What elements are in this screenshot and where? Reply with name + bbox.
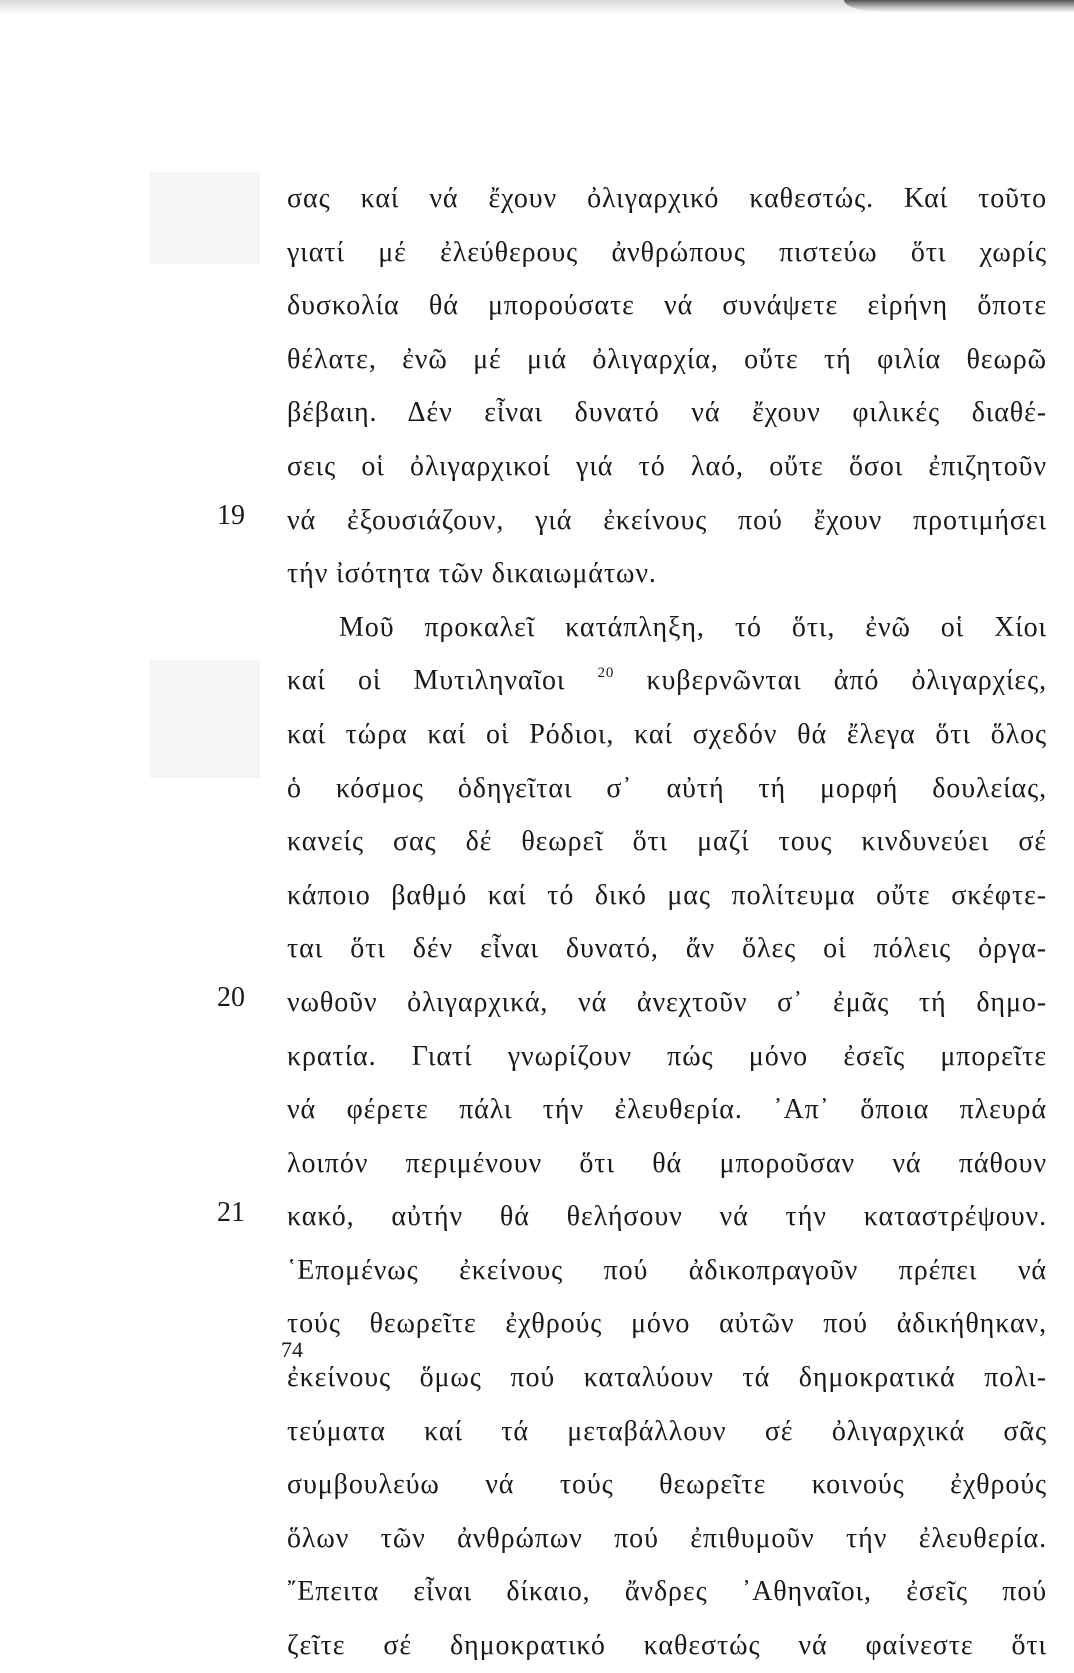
text-line: κρατία. Γιατί γνωρίζουν πώς μόνο ἐσεῖς μπορεῖτε: [287, 1040, 1047, 1072]
section-number-21: 21: [217, 1196, 245, 1228]
body-text: [287, 172, 1047, 1673]
text-line: νά ἐξουσιάζουν, γιά ἐκείνους πού ἔχουν προτιμήσει: [287, 504, 1047, 536]
text-line: ζεῖτε σέ δημοκρατικό καθεστώς νά φαίνεστε ὅτι: [287, 1630, 1047, 1662]
text-line: σας καί νά ἔχουν ὀλιγαρχικό καθεστώς. Καί τοῦτο: [287, 183, 1047, 214]
section-number-19: 19: [217, 499, 245, 531]
text-line: γιατί μέ ἐλεύθερους ἀνθρώπους πιστεύω ὅτι χωρίς: [287, 236, 1047, 268]
section-number-20: 20: [217, 982, 245, 1014]
bleed-through-mark: [150, 172, 260, 264]
text-line: κάποιο βαθμό καί τό δικό μας πολίτευμα οὔτε σκέφτε-: [287, 879, 1047, 911]
text-line: βέβαιη. Δέν εἶναι δυνατό νά ἔχουν φιλικές διαθέ-: [287, 397, 1047, 429]
text-line: σεις οἱ ὀλιγαρχικοί γιά τό λαό, οὔτε ὅσοι ἐπιζητοῦν: [287, 450, 1047, 482]
text-line: ῎Επειτα εἶναι δίκαιο, ἄνδρες ᾿Αθηναῖοι, ἐσεῖς πού: [287, 1576, 1047, 1608]
text-line: ἐκείνους ὅμως πού καταλύουν τά δημοκρατικά πολι-: [287, 1362, 1047, 1394]
text-line: συμβουλεύω νά τούς θεωρεῖτε κοινούς ἐχθρούς: [287, 1469, 1047, 1501]
text-line: τεύματα καί τά μεταβάλλουν σέ ὀλιγαρχικά σᾶς: [287, 1415, 1047, 1447]
text-line-segment: καί οἱ Μυτιληναῖοι: [287, 665, 566, 697]
text-line: τήν ἰσότητα τῶν δικαιωμάτων.: [287, 558, 657, 590]
text-line-segment: κυβερνῶνται ἀπό ὀλιγαρχίες,: [614, 665, 1047, 697]
text-line: ῾Επομένως ἐκείνους πού ἀδικοπραγοῦν πρέπει νά: [287, 1254, 1047, 1286]
text-line: τούς θεωρεῖτε ἐχθρούς μόνο αὐτῶν πού ἀδικήθηκαν,: [287, 1308, 1047, 1340]
text-line-with-footnote: [287, 654, 1047, 708]
text-line: Μοῦ προκαλεῖ κατάπληξη, τό ὅτι, ἐνῶ οἱ Χίοι: [339, 611, 1047, 643]
page-number: 74: [281, 1337, 303, 1362]
text-line: καί τώρα καί οἱ Ρόδιοι, καί σχεδόν θά ἔλεγα ὅτι ὅλος: [287, 718, 1047, 750]
scan-page-curl-shadow: [844, 0, 1074, 12]
text-line: λοιπόν περιμένουν ὅτι θά μποροῦσαν νά πάθουν: [287, 1147, 1047, 1179]
text-line: ται ὅτι δέν εἶναι δυνατό, ἄν ὅλες οἱ πόλεις ὀργα-: [287, 933, 1047, 965]
text-line: κακό, αὐτήν θά θελήσουν νά τήν καταστρέψουν.: [287, 1201, 1047, 1233]
text-line: ὅλων τῶν ἀνθρώπων πού ἐπιθυμοῦν τήν ἐλευθερία.: [287, 1522, 1047, 1554]
text-line: κανείς σας δέ θεωρεῖ ὅτι μαζί τους κινδυνεύει σέ: [287, 826, 1047, 858]
text-line: ὁ κόσμος ὁδηγεῖται σ᾽ αὐτή τή μορφή δουλείας,: [287, 772, 1047, 804]
text-line: νά φέρετε πάλι τήν ἐλευθερία. ᾿Απ᾽ ὅποια πλευρά: [287, 1094, 1047, 1126]
text-line: θέλατε, ἐνῶ μέ μιά ὀλιγαρχία, οὔτε τή φιλία θεωρῶ: [287, 343, 1047, 375]
text-line: νωθοῦν ὀλιγαρχικά, νά ἀνεχτοῦν σ᾽ ἐμᾶς τή δημο-: [287, 986, 1047, 1018]
footnote-marker: 20: [597, 665, 615, 682]
bleed-through-mark: [150, 660, 260, 778]
text-line: δυσκολία θά μπορούσατε νά συνάψετε εἰρήνη ὅποτε: [287, 290, 1047, 322]
